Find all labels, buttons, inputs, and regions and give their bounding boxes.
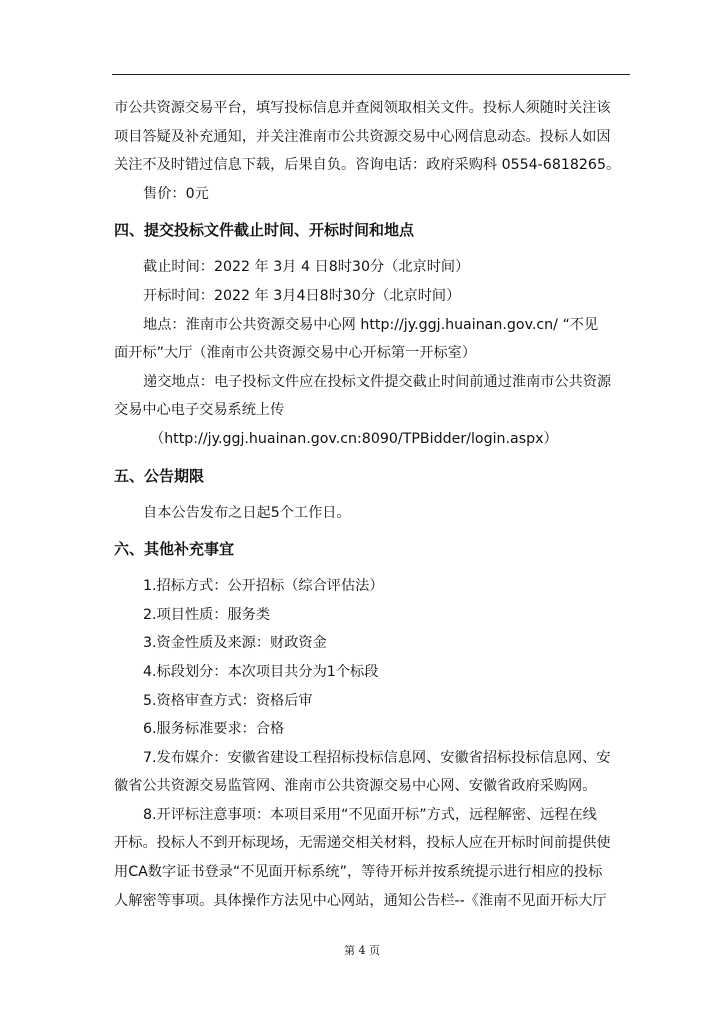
list-item: 2.项目性质：服务类 [143, 606, 271, 623]
opening-time-line: 开标时间：2022 年 3月4日8时30分（北京时间） [143, 287, 461, 304]
section-6-heading: 六、其他补充事宜 [114, 540, 235, 559]
document-body [114, 94, 630, 915]
body-line: 市公共资源交易平台，填写投标信息并查阅领取相关文件。投标人须随时关注该 [114, 100, 611, 116]
submission-line-cont: 交易中心电子交易系统上传 [114, 402, 285, 419]
list-item: 3.资金性质及来源：财政资金 [143, 635, 327, 652]
list-item-cont: 人解密等事项。具体操作方法见中心网站，通知公告栏--《淮南不见面开标大厅 [114, 892, 607, 909]
section-4-heading: 四、提交投标文件截止时间、开标时间和地点 [114, 221, 415, 240]
list-item: 7.发布媒介：安徽省建设工程招标投标信息网、安徽省招标投标信息网、安 [143, 749, 611, 766]
body-line: 关注不及时错过信息下载，后果自负。咨询电话：政府采购科 0554-6818265。 [114, 157, 621, 174]
deadline-line: 截止时间：2022 年 3月 4 日8时30分（北京时间） [143, 259, 470, 276]
notice-period-line: 自本公告发布之日起5个工作日。 [143, 504, 351, 521]
submission-url-line: （http://jy.ggj.huainan.gov.cn:8090/TPBidder/login.aspx） [150, 430, 558, 447]
list-item: 5.资格审查方式：资格后审 [143, 692, 313, 709]
list-item: 8.开评标注意事项：本项目采用“不见面开标”方式，远程解密、远程在线 [143, 806, 597, 823]
location-line-cont: 面开标”大厅（淮南市公共资源交易中心开标第一开标室） [114, 345, 477, 362]
body-line: 项目答疑及补充通知，并关注淮南市公共资源交易中心网信息动态。投标人如因 [114, 128, 611, 145]
list-item-cont: 用CA数字证书登录“不见面开标系统”，等待开标并按系统提示进行相应的投标 [114, 864, 603, 881]
location-line: 地点：淮南市公共资源交易中心网 http://jy.ggj.huainan.gov.cn/ “不见 [143, 316, 599, 333]
price-line: 售价：0元 [143, 185, 209, 202]
header-rule [112, 74, 630, 75]
section-5-heading: 五、公告期限 [114, 466, 205, 485]
list-item-cont: 开标。投标人不到开标现场，无需递交相关材料，投标人应在开标时间前提供使 [114, 835, 611, 852]
list-item: 4.标段划分：本次项目共分为1个标段 [143, 663, 379, 680]
list-item: 1.招标方式：公开招标（综合评估法） [143, 578, 384, 595]
list-item: 6.服务标准要求：合格 [143, 721, 285, 738]
submission-line: 递交地点：电子投标文件应在投标文件提交截止时间前通过淮南市公共资源 [143, 373, 612, 390]
list-item-cont: 徽省公共资源交易监管网、淮南市公共资源交易中心网、安徽省政府采购网。 [114, 778, 597, 795]
page-number: 第 4 页 [344, 944, 380, 957]
